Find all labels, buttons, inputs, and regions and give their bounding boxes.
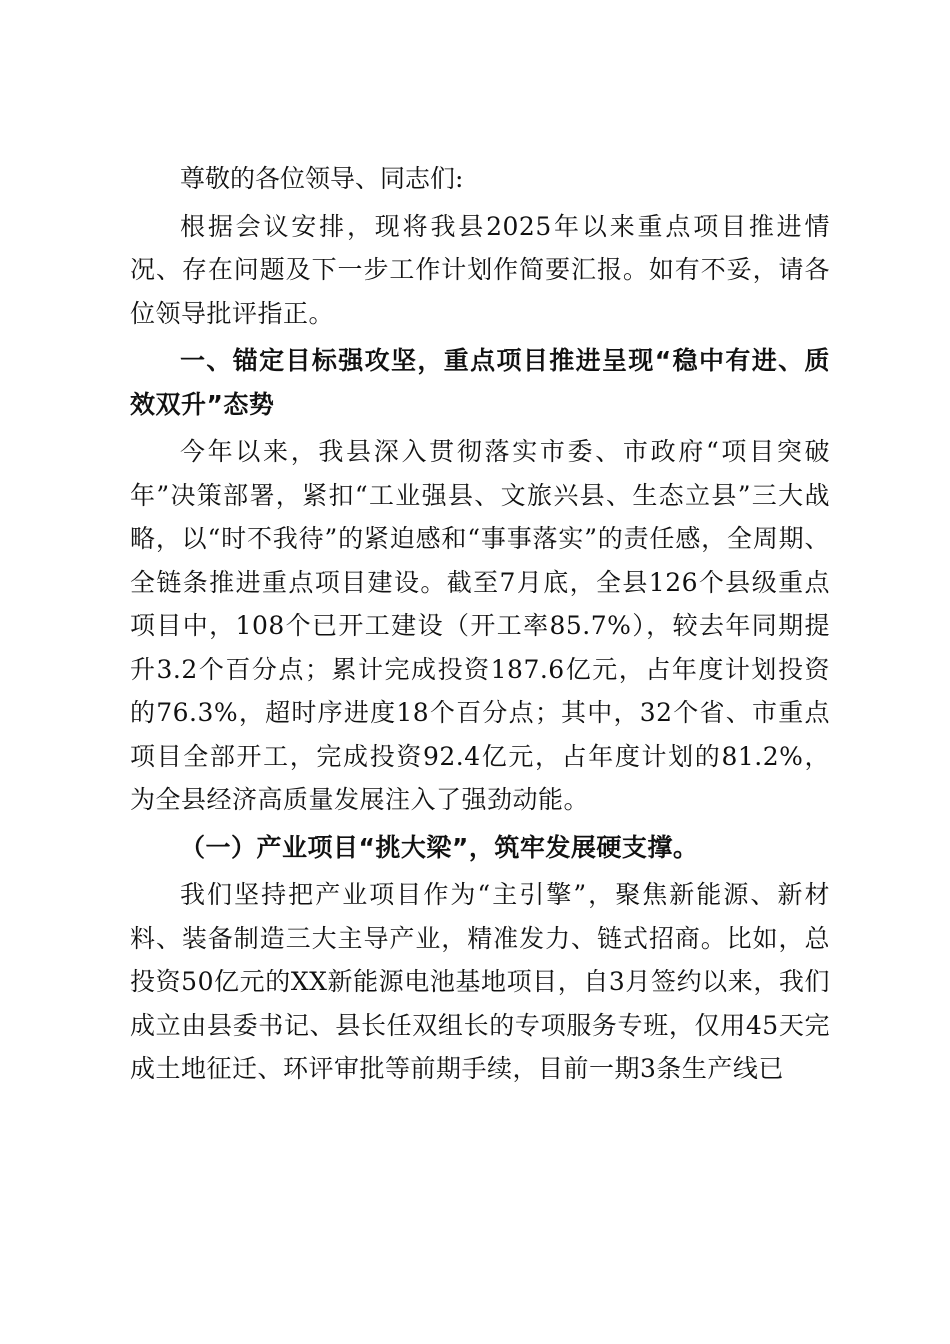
intro-paragraph: 根据会议安排，现将我县2025年以来重点项目推进情况、存在问题及下一步工作计划作简要汇报。如有不妥，请各位领导批评指正。	[130, 211, 830, 328]
subsection-1-heading: （一）产业项目“挑大梁”，筑牢发展硬支撑。	[180, 832, 699, 862]
section-1-heading: 一、锚定目标强攻坚，重点项目推进呈现“稳中有进、质效双升”态势	[130, 346, 830, 419]
salutation: 尊敬的各位领导、同志们:	[180, 164, 464, 193]
section-1-paragraph: 今年以来，我县深入贯彻落实市委、市政府“项目突破年”决策部署，紧扣“工业强县、文旅兴县、生态立县”三大战略，以“时不我待”的紧迫感和“事事落实”的责任感，全周期、全链条推进重点项目建设。截至7月底，全县126个县级重点项目中，108个已开工建设（开工率85.7%），较去年同期提升3.2个百分点；累计完成投资187.6亿元，占年度计划投资的76.3%，超时序进度18个百分点；其中，32个省、市重点项目全部开工，完成投资92.4亿元，占年度计划的81.2%，为全县经济高质量发展注入了强劲动能。	[130, 437, 830, 814]
subsection-1-paragraph: 我们坚持把产业项目作为“主引擎”，聚焦新能源、新材料、装备制造三大主导产业，精准发力、链式招商。比如，总投资50亿元的XX新能源电池基地项目，自3月签约以来，我们成立由县委书记、县长任双组长的专项服务专班，仅用45天完成土地征迁、环评审批等前期手续，目前一期3条生产线已	[130, 880, 830, 1083]
document-body	[130, 155, 830, 1091]
